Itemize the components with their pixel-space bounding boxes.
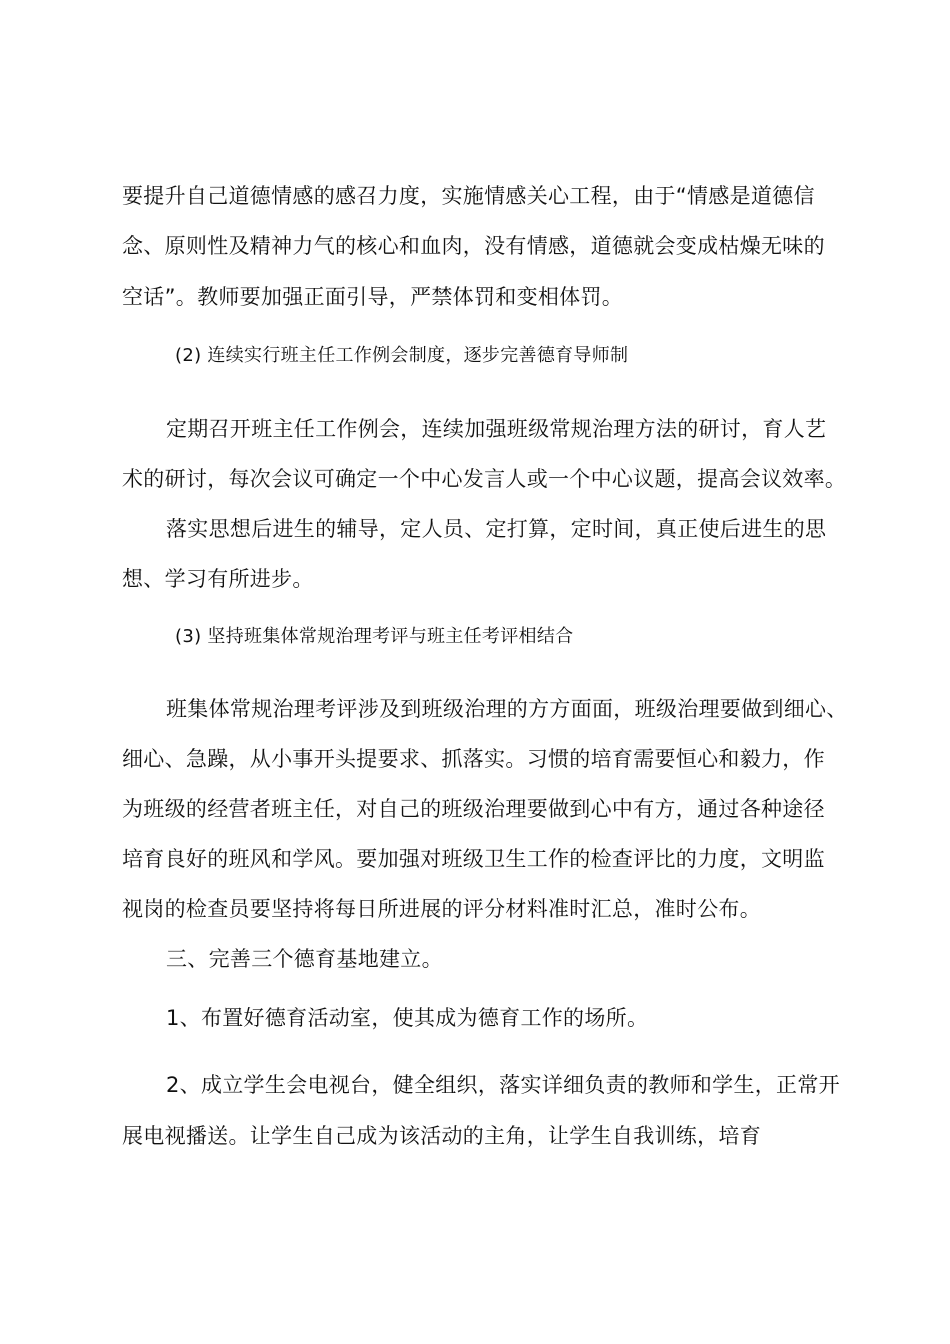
list-item: 1、布置好德育活动室，使其成为德育工作的场所。 bbox=[166, 1006, 649, 1030]
text-line: 落实思想后进生的辅导，定人员、定打算，定时间，真正使后进生的思 bbox=[166, 517, 827, 541]
section-heading: (2) 连续实行班主任工作例会制度，逐步完善德育导师制 bbox=[175, 345, 629, 366]
text-line: 为班级的经营者班主任，对自己的班级治理要做到心中有方，通过各种途径 bbox=[122, 797, 825, 821]
list-item: 2、成立学生会电视台，健全组织，落实详细负责的教师和学生，正常开 bbox=[166, 1073, 840, 1097]
text-line: 培育良好的班风和学风。要加强对班级卫生工作的检查评比的力度，文明监 bbox=[122, 847, 825, 871]
text-line: 定期召开班主任工作例会，连续加强班级常规治理方法的研讨，育人艺 bbox=[166, 417, 827, 441]
text-line: 术的研讨，每次会议可确定一个中心发言人或一个中心议题，提高会议效率。 bbox=[122, 467, 847, 491]
text-line: 视岗的检查员要坚持将每日所进展的评分材料准时汇总，准时公布。 bbox=[122, 897, 761, 921]
text-line: 展电视播送。让学生自己成为该活动的主角，让学生自我训练，培育 bbox=[122, 1124, 761, 1148]
text-line: 空话”。教师要加强正面引导，严禁体罚和变相体罚。 bbox=[122, 285, 624, 309]
text-line: 想、学习有所进步。 bbox=[122, 567, 314, 591]
text-line: 班集体常规治理考评涉及到班级治理的方方面面，班级治理要做到细心、 bbox=[166, 697, 848, 721]
text-line: 要提升自己道德情感的感召力度，实施情感关心工程，由于“情感是道德信 bbox=[122, 184, 815, 208]
text-line: 细心、急躁，从小事开头提要求、抓落实。习惯的培育需要恒心和毅力，作 bbox=[122, 747, 825, 771]
section-heading: (3) 坚持班集体常规治理考评与班主任考评相结合 bbox=[175, 626, 574, 647]
section-heading: 三、完善三个德育基地建立。 bbox=[166, 947, 443, 971]
text-line: 念、原则性及精神力气的核心和血肉，没有情感，道德就会变成枯燥无味的 bbox=[122, 234, 825, 258]
